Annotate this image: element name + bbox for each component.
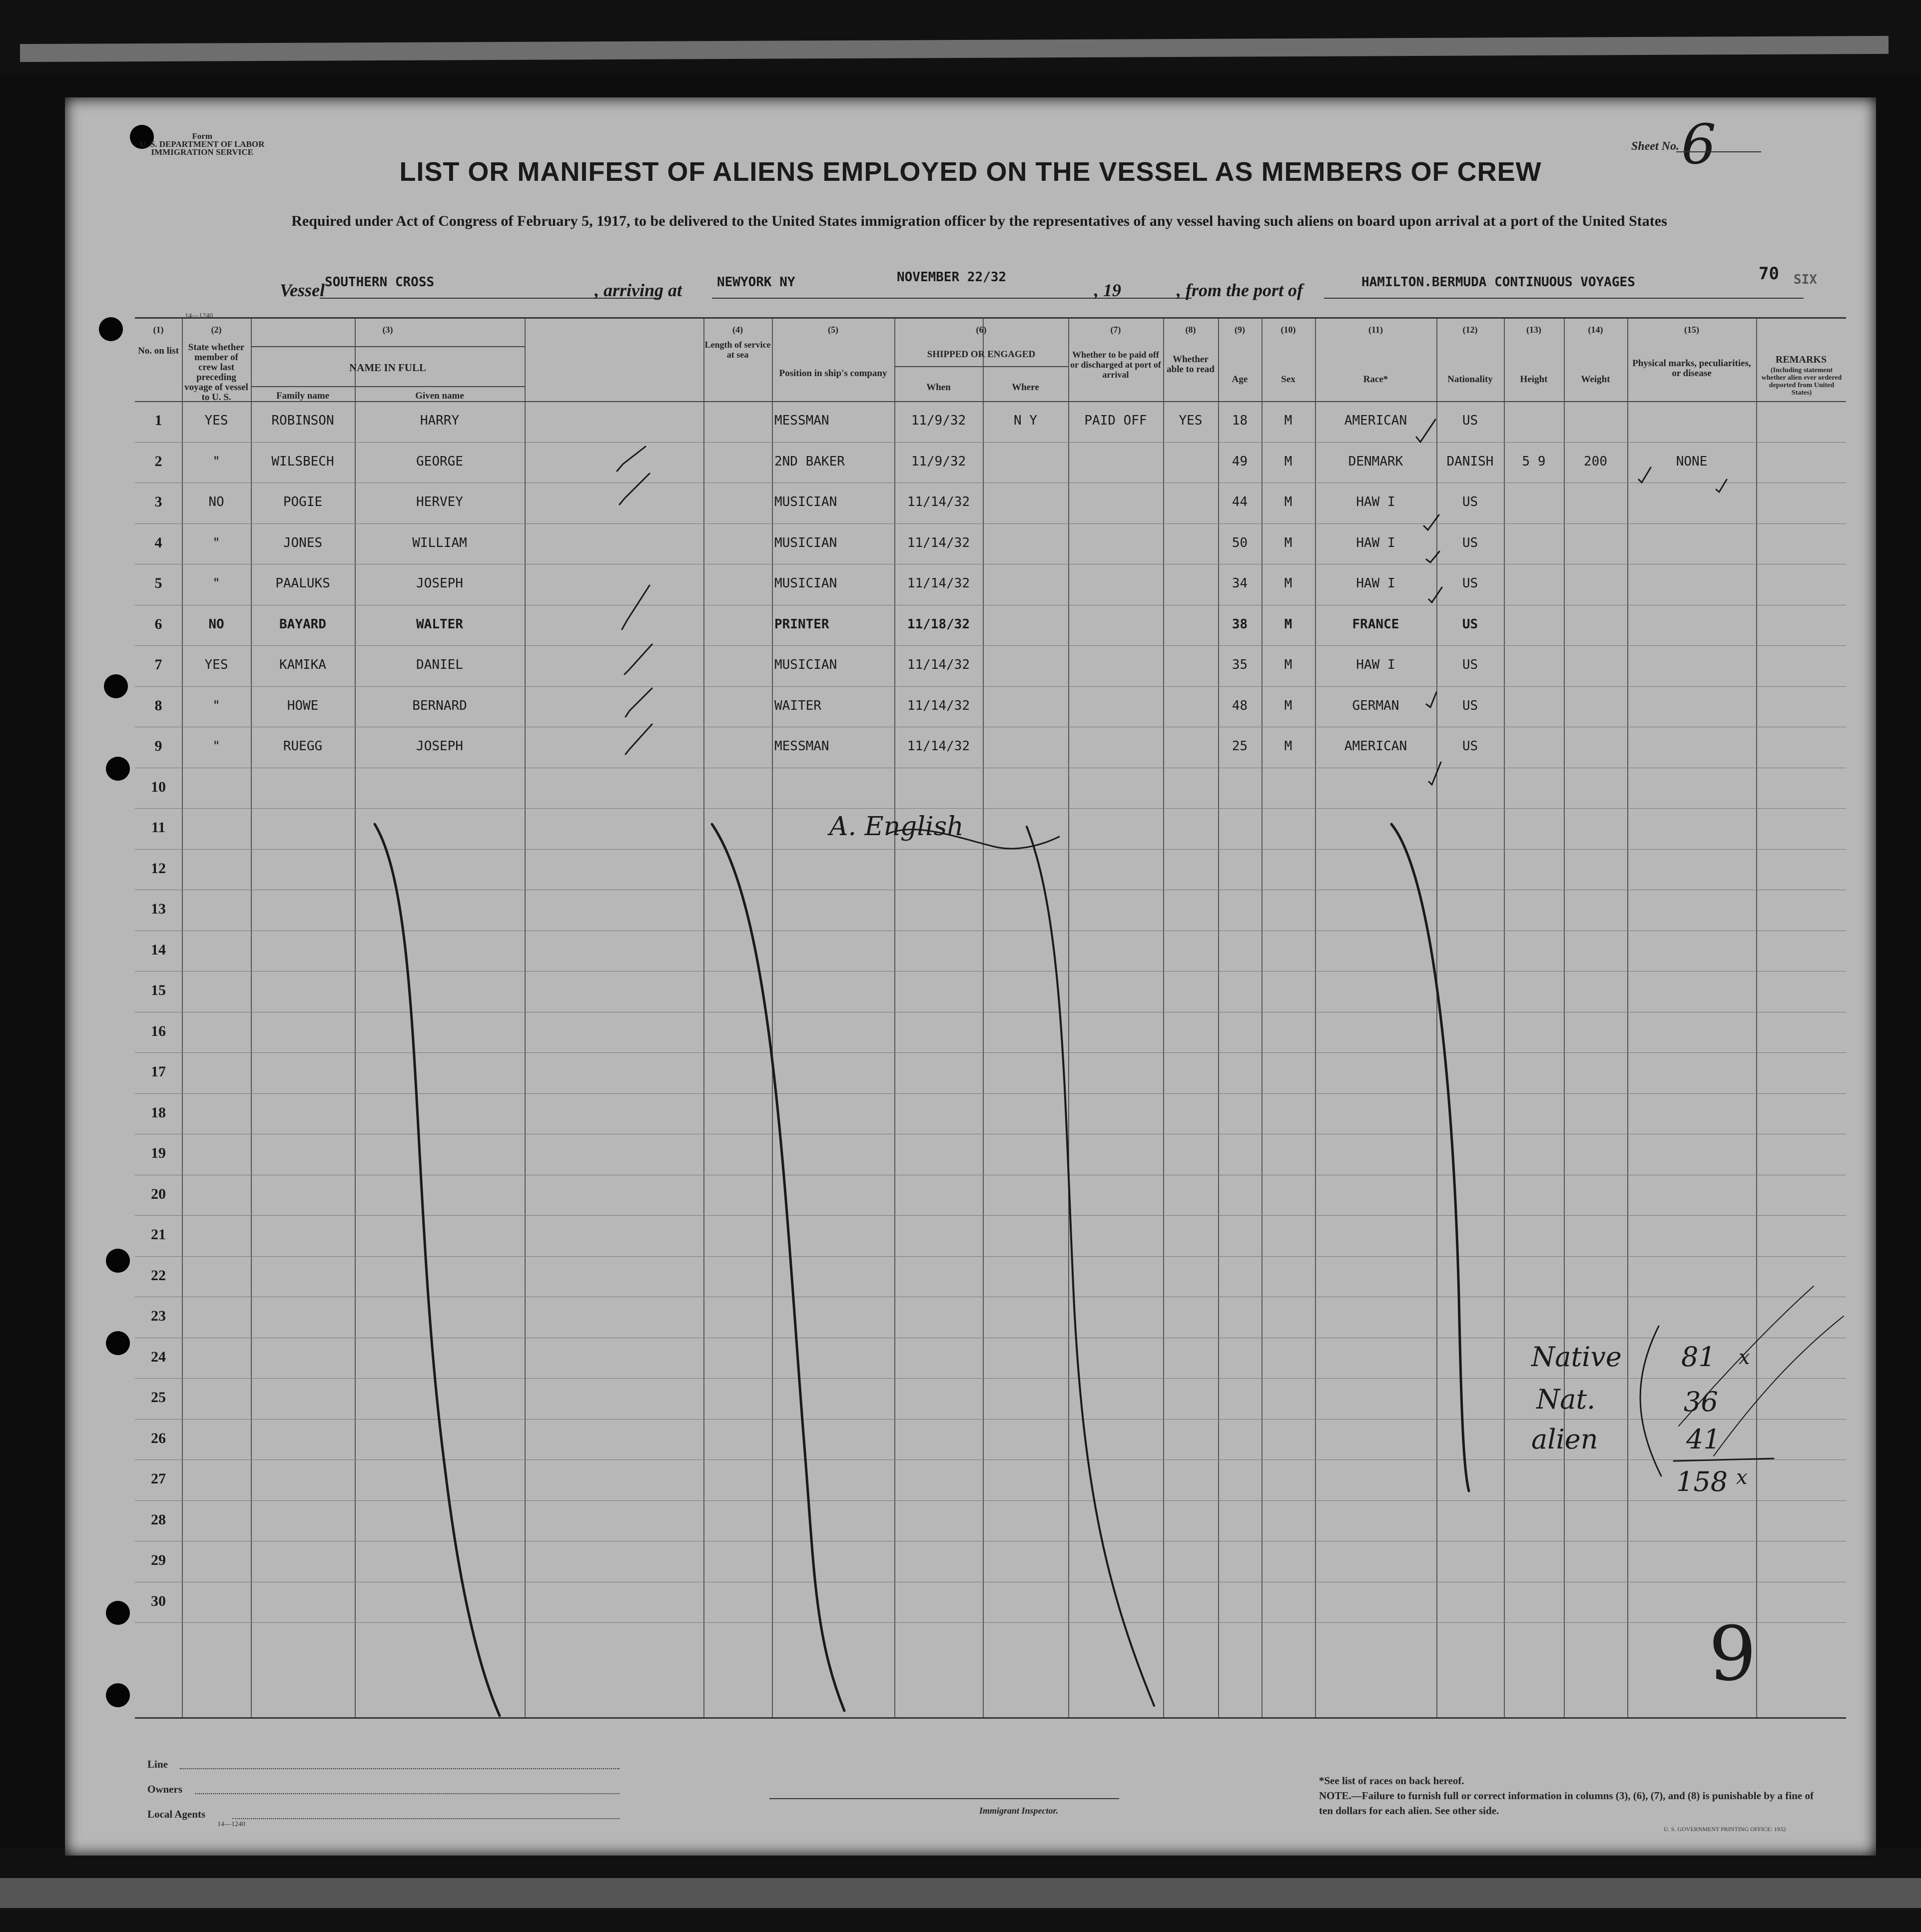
film-border-top	[0, 0, 1921, 75]
header-when: When	[926, 382, 951, 393]
owners-field	[195, 1793, 620, 1794]
printer-imprint: U. S. GOVERNMENT PRINTING OFFICE: 1932	[1664, 1826, 1786, 1833]
row-number: 1	[154, 412, 162, 429]
column-number: (7)	[1110, 325, 1121, 335]
header-where: Where	[1012, 382, 1039, 393]
cell-state: YES	[204, 657, 228, 672]
row-number: 30	[151, 1592, 166, 1609]
arriving-label: , arriving at	[595, 280, 682, 300]
header-state-whether: State whether member of crew last preceding voyage of vessel to U. S.	[184, 342, 248, 403]
service-label: IMMIGRATION SERVICE	[151, 147, 253, 157]
check-mark	[1429, 762, 1441, 785]
check-mark	[1716, 480, 1727, 492]
cell-state: "	[212, 739, 220, 754]
row-number: 28	[151, 1511, 166, 1528]
check-mark	[1639, 468, 1651, 483]
cell-given: WALTER	[416, 616, 463, 632]
row-number: 24	[151, 1348, 166, 1365]
film-strip	[0, 1878, 1921, 1908]
tally-mark: x	[1739, 1346, 1750, 1369]
cell-when: 11/14/32	[907, 698, 970, 713]
tally-label: Native	[1531, 1341, 1622, 1373]
cell-position: MUSICIAN	[774, 576, 837, 591]
check-mark	[626, 724, 652, 754]
row-number: 19	[151, 1145, 166, 1161]
owners-label: Owners	[147, 1783, 182, 1795]
cell-given: HERVEY	[416, 494, 463, 509]
ditto-curve	[1391, 824, 1469, 1491]
ditto-curve	[712, 824, 844, 1711]
row-number: 4	[154, 534, 162, 551]
cell-given: BERNARD	[412, 698, 467, 713]
document-subtitle: Required under Act of Congress of February 5, 1917, to be delivered to the United States immigration officer by the representatives of any vessel having such aliens on board upon arrival at a port of the United States	[291, 213, 1667, 229]
cell-sex: M	[1284, 616, 1292, 632]
column-number: (13)	[1526, 325, 1541, 335]
crew-count-extra: SIX	[1794, 272, 1817, 287]
header-remarks-note: (Including statement whether alien ever ordered deported from United States)	[1761, 367, 1842, 397]
cell-race: DENMARK	[1348, 454, 1403, 469]
header-shipped-or-engaged: SHIPPED OR ENGAGED	[927, 349, 1036, 360]
column-number: (4)	[732, 325, 743, 335]
header-weight: Weight	[1581, 374, 1610, 385]
cell-when: 11/14/32	[907, 576, 970, 591]
form-label: Form	[192, 131, 212, 141]
header-family-name: Family name	[276, 391, 330, 401]
line-field	[180, 1768, 620, 1769]
penalty-note: NOTE.—Failure to furnish full or correct information in columns (3), (6), (7), and (8) is punishable by a fine of ten dollars for each alien. See other side.	[1319, 1790, 1814, 1817]
cell-state: NO	[208, 616, 224, 632]
row-number: 10	[151, 778, 166, 795]
sheet-number: 6	[1681, 112, 1716, 176]
column-number: (6)	[976, 325, 987, 335]
check-mark	[625, 644, 652, 674]
tally-value: 36	[1684, 1386, 1718, 1418]
cell-age: 34	[1232, 576, 1248, 591]
cell-nat: US	[1462, 616, 1478, 632]
row-number: 16	[151, 1022, 166, 1039]
column-number: (15)	[1684, 325, 1699, 335]
cell-race: GERMAN	[1352, 698, 1399, 713]
cell-position: PRINTER	[774, 616, 829, 632]
cell-nat: US	[1462, 657, 1478, 672]
row-number: 8	[154, 697, 162, 714]
cell-age: 49	[1232, 454, 1248, 469]
sheet-number-label: Sheet No.	[1631, 140, 1679, 153]
row-number: 7	[154, 656, 162, 673]
ink-marks	[65, 97, 1876, 1856]
cell-state: "	[212, 576, 220, 591]
row-number: 13	[151, 901, 166, 917]
cell-read: YES	[1179, 413, 1203, 428]
cell-race: AMERICAN	[1344, 739, 1407, 754]
cell-when: 11/14/32	[907, 739, 970, 754]
header-remarks: REMARKS	[1775, 354, 1827, 365]
header-paid-off: Whether to be paid off or discharged at port of arrival	[1070, 350, 1161, 380]
check-mark	[1416, 420, 1435, 442]
local-agents-label: Local Agents	[147, 1808, 206, 1820]
cell-race: HAW I	[1356, 576, 1395, 591]
cell-age: 44	[1232, 494, 1248, 509]
cell-sex: M	[1284, 576, 1292, 591]
cell-when: 11/9/32	[911, 454, 966, 469]
cell-age: 50	[1232, 535, 1248, 550]
cell-sex: M	[1284, 657, 1292, 672]
tally-total: 158	[1676, 1466, 1728, 1497]
cell-sex: M	[1284, 494, 1292, 509]
arrival-date: NOVEMBER 22/32	[897, 270, 1007, 285]
cell-nat: US	[1462, 535, 1478, 550]
row-number: 5	[154, 575, 162, 591]
tally-mark: x	[1736, 1466, 1748, 1489]
tally-value: 81	[1681, 1341, 1716, 1373]
arrival-port: NEWYORK NY	[717, 275, 795, 290]
check-mark	[620, 474, 649, 504]
form-code: 14—1240	[217, 1821, 245, 1828]
cell-weight: 200	[1584, 454, 1607, 469]
film-strip	[20, 36, 1889, 62]
row-number: 23	[151, 1308, 166, 1324]
cross-out	[1714, 1316, 1844, 1456]
cell-position: MUSICIAN	[774, 657, 837, 672]
cell-state: "	[212, 698, 220, 713]
cell-race: HAW I	[1356, 494, 1395, 509]
header-length-of-service: Length of service at sea	[704, 340, 771, 360]
column-number: (2)	[211, 325, 222, 335]
vessel-label: Vessel	[280, 280, 325, 300]
local-agents-field	[232, 1818, 620, 1819]
cell-nat: US	[1462, 698, 1478, 713]
form-code: 14—1240	[185, 312, 213, 320]
check-mark	[1426, 551, 1439, 562]
row-number: 22	[151, 1267, 166, 1284]
cell-position: MESSMAN	[774, 739, 829, 754]
header-sex: Sex	[1281, 374, 1295, 385]
header-position: Position in ship's company	[779, 368, 887, 379]
row-number: 27	[151, 1470, 166, 1487]
cell-nat: US	[1462, 576, 1478, 591]
row-number: 3	[154, 493, 162, 510]
check-mark	[622, 585, 649, 629]
cell-height: 5 9	[1522, 454, 1546, 469]
cell-family: PAALUKS	[275, 576, 330, 591]
cell-given: HARRY	[420, 413, 460, 428]
row-number: 17	[151, 1063, 166, 1080]
cell-state: "	[212, 535, 220, 550]
inspector-signature: A. English	[829, 812, 964, 842]
departure-port: HAMILTON.BERMUDA CONTINUOUS VOYAGES	[1361, 275, 1635, 290]
crew-count: 70	[1759, 264, 1779, 284]
cell-position: MESSMAN	[774, 413, 829, 428]
cell-given: WILLIAM	[412, 535, 467, 550]
column-number: (8)	[1185, 325, 1196, 335]
cell-given: DANIEL	[416, 657, 463, 672]
cell-sex: M	[1284, 739, 1292, 754]
column-number: (9)	[1235, 325, 1245, 335]
row-number: 2	[154, 453, 162, 470]
cell-sex: M	[1284, 454, 1292, 469]
ditto-curve	[1027, 827, 1154, 1706]
header-height: Height	[1520, 374, 1548, 385]
inspector-field	[769, 1798, 1119, 1799]
check-mark	[1429, 587, 1442, 602]
row-number: 18	[151, 1104, 166, 1121]
cell-given: JOSEPH	[416, 739, 463, 754]
check-mark	[1426, 692, 1436, 707]
cell-given: GEORGE	[416, 454, 463, 469]
film-border-bottom	[0, 1848, 1921, 1932]
cell-marks: NONE	[1676, 454, 1708, 469]
cell-when: 11/9/32	[911, 413, 966, 428]
header-physical-marks: Physical marks, peculiarities, or disease	[1632, 358, 1751, 379]
cell-race: HAW I	[1356, 535, 1395, 550]
cell-state: YES	[204, 413, 228, 428]
cell-nat: US	[1462, 494, 1478, 509]
cell-age: 18	[1232, 413, 1248, 428]
row-number: 12	[151, 860, 166, 877]
cell-sex: M	[1284, 698, 1292, 713]
check-mark	[1424, 515, 1439, 530]
header-name-in-full: NAME IN FULL	[349, 362, 426, 374]
row-number: 21	[151, 1226, 166, 1243]
check-mark	[617, 447, 645, 471]
column-number: (10)	[1281, 325, 1296, 335]
cell-family: RUEGG	[283, 739, 323, 754]
cell-when: 11/14/32	[907, 494, 970, 509]
column-number: (14)	[1588, 325, 1603, 335]
races-note: *See list of races on back hereof.	[1319, 1775, 1464, 1787]
from-port-label: , from the port of	[1177, 280, 1303, 300]
column-number: (11)	[1368, 325, 1383, 335]
cell-age: 38	[1232, 616, 1248, 632]
cell-family: POGIE	[283, 494, 323, 509]
cell-race: AMERICAN	[1344, 413, 1407, 428]
tally-bracket	[1640, 1326, 1661, 1476]
column-number: (3)	[382, 325, 393, 335]
check-mark	[626, 688, 652, 717]
header-race: Race*	[1363, 374, 1388, 385]
cell-position: WAITER	[774, 698, 821, 713]
tally-label: alien	[1531, 1424, 1598, 1455]
header-no-on-list: No. on list	[138, 346, 179, 356]
header-age: Age	[1232, 374, 1248, 385]
cell-state: "	[212, 454, 220, 469]
cell-sex: M	[1284, 535, 1292, 550]
cell-age: 48	[1232, 698, 1248, 713]
column-number: (5)	[828, 325, 838, 335]
cell-family: JONES	[283, 535, 323, 550]
row-number: 26	[151, 1430, 166, 1447]
line-label: Line	[147, 1758, 168, 1770]
cell-nat: US	[1462, 739, 1478, 754]
document-title: LIST OR MANIFEST OF ALIENS EMPLOYED ON THE VESSEL AS MEMBERS OF CREW	[399, 157, 1542, 187]
cell-sex: M	[1284, 413, 1292, 428]
cell-age: 35	[1232, 657, 1248, 672]
cell-given: JOSEPH	[416, 576, 463, 591]
cell-family: WILSBECH	[271, 454, 334, 469]
cell-family: HOWE	[287, 698, 319, 713]
cell-race: HAW I	[1356, 657, 1395, 672]
tally-label: Nat.	[1536, 1384, 1596, 1415]
year-label: , 19	[1094, 280, 1121, 300]
cell-position: MUSICIAN	[774, 494, 837, 509]
cell-state: NO	[208, 494, 224, 509]
cell-family: BAYARD	[279, 616, 326, 632]
row-number: 25	[151, 1389, 166, 1406]
cell-family: ROBINSON	[271, 413, 334, 428]
tally-value: 41	[1686, 1424, 1721, 1455]
header-able-to-read: Whether able to read	[1167, 354, 1215, 375]
page-mark: 9	[1709, 1611, 1757, 1698]
manifest-sheet	[65, 97, 1876, 1856]
cell-family: KAMIKA	[279, 657, 326, 672]
row-number: 14	[151, 941, 166, 958]
row-number: 20	[151, 1185, 166, 1202]
cell-position: 2ND BAKER	[774, 454, 845, 469]
header-given-name: Given name	[415, 391, 464, 401]
header-nationality: Nationality	[1447, 374, 1493, 385]
cell-when: 11/14/32	[907, 535, 970, 550]
cell-age: 25	[1232, 739, 1248, 754]
footer-note	[1319, 1773, 1819, 1818]
cell-nat: US	[1462, 413, 1478, 428]
department-label: U. S. DEPARTMENT OF LABOR	[140, 139, 265, 149]
column-number: (12)	[1462, 325, 1478, 335]
vessel-name: SOUTHERN CROSS	[325, 275, 435, 290]
row-number: 6	[154, 615, 162, 632]
row-number: 15	[151, 982, 166, 998]
column-number: (1)	[153, 325, 164, 335]
row-number: 11	[151, 819, 166, 836]
cell-when: 11/18/32	[907, 616, 970, 632]
row-number: 29	[151, 1552, 166, 1568]
tally-rule	[1674, 1458, 1774, 1461]
cell-nat: DANISH	[1446, 454, 1494, 469]
ditto-curve	[375, 824, 500, 1716]
cell-position: MUSICIAN	[774, 535, 837, 550]
inspector-label: Immigrant Inspector.	[979, 1806, 1059, 1816]
cell-where: N Y	[1014, 413, 1037, 428]
cell-paid: PAID OFF	[1084, 413, 1147, 428]
cell-race: FRANCE	[1352, 616, 1399, 632]
row-number: 9	[154, 738, 162, 754]
cell-when: 11/14/32	[907, 657, 970, 672]
